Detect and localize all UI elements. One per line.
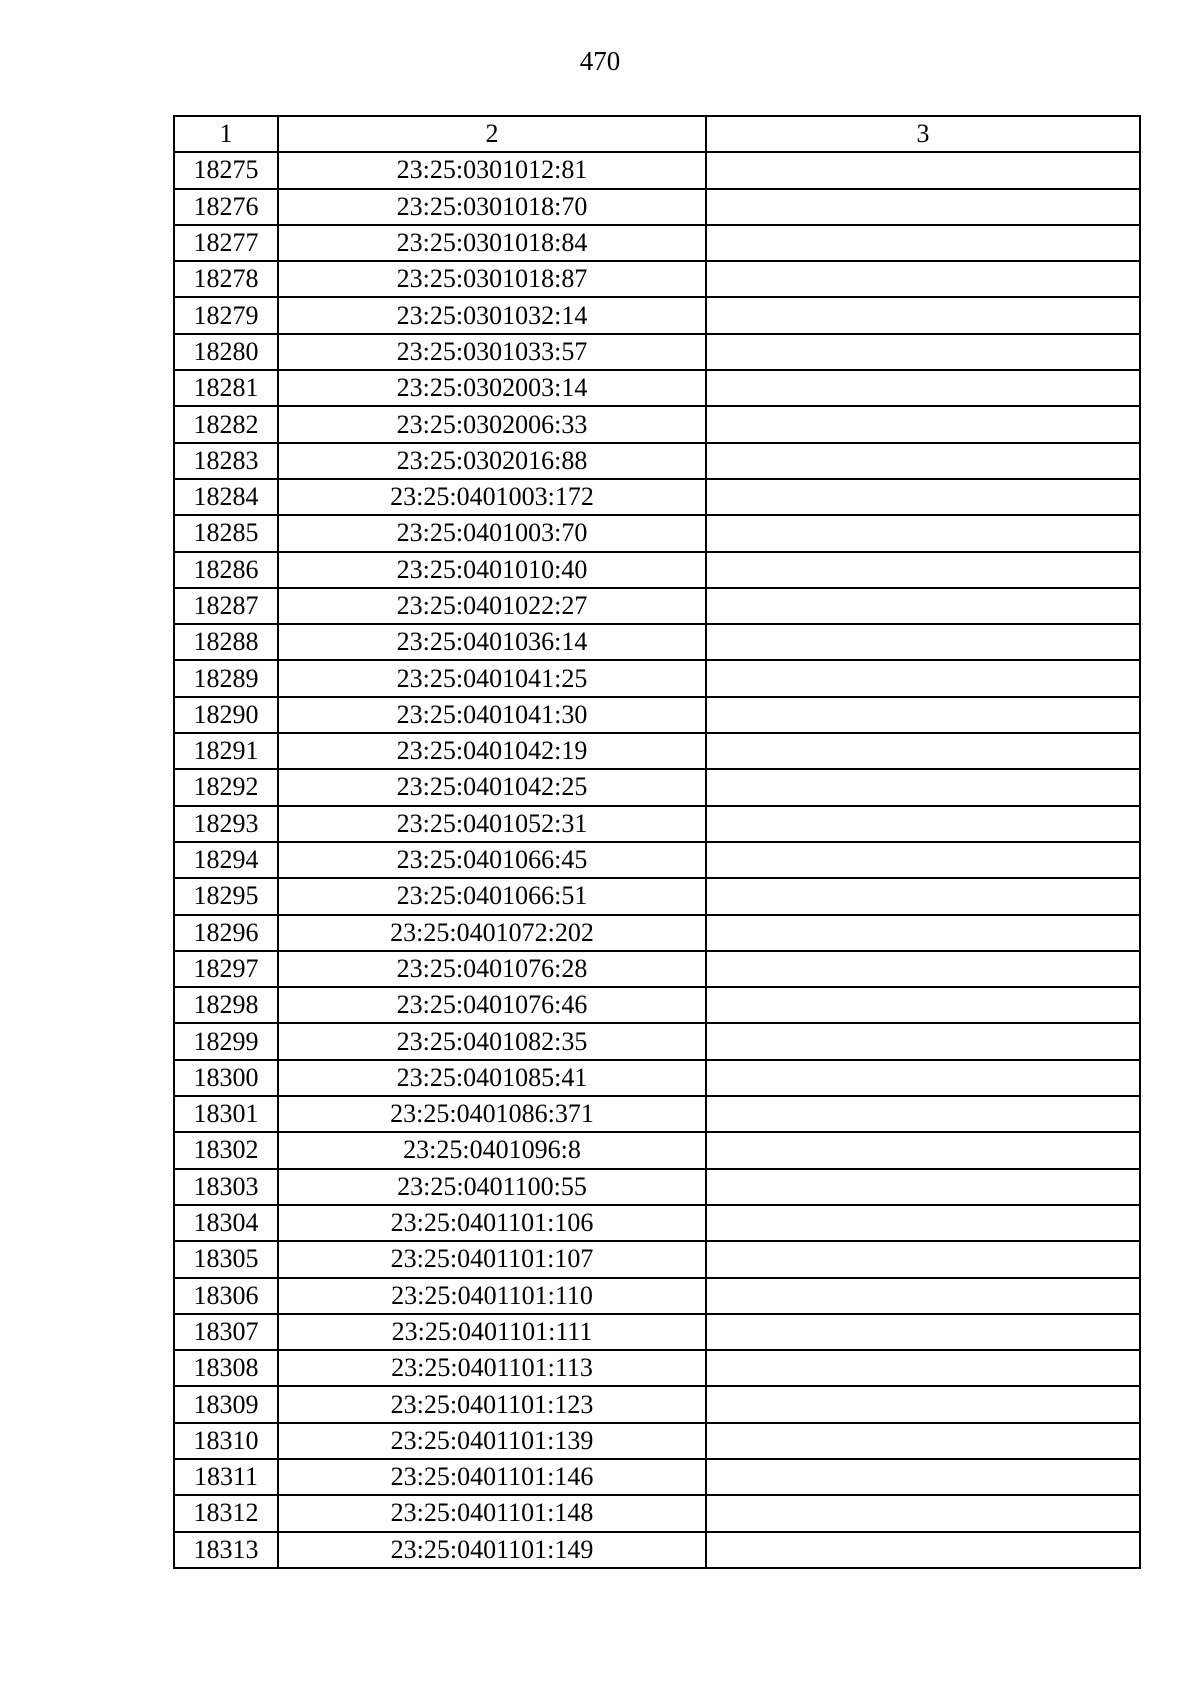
note-cell xyxy=(706,878,1140,914)
cadastral-number-cell: 23:25:0301033:57 xyxy=(278,334,706,370)
cadastral-number-cell: 23:25:0401041:25 xyxy=(278,660,706,696)
table-row xyxy=(174,588,1140,624)
note-cell xyxy=(706,1459,1140,1495)
row-number-cell: 18300 xyxy=(174,1060,278,1096)
cadastral-number-cell: 23:25:0401082:35 xyxy=(278,1023,706,1059)
table-row xyxy=(174,769,1140,805)
note-cell xyxy=(706,1205,1140,1241)
note-cell xyxy=(706,1314,1140,1350)
cadastral-number-cell: 23:25:0401010:40 xyxy=(278,552,706,588)
note-cell xyxy=(706,297,1140,333)
cadastral-number-cell: 23:25:0302003:14 xyxy=(278,370,706,406)
note-cell xyxy=(706,588,1140,624)
table-row xyxy=(174,406,1140,442)
note-cell xyxy=(706,733,1140,769)
row-number-cell: 18305 xyxy=(174,1241,278,1277)
cadastral-number-cell: 23:25:0401036:14 xyxy=(278,624,706,660)
table-row xyxy=(174,1386,1140,1422)
table-row xyxy=(174,915,1140,951)
table-row xyxy=(174,1314,1140,1350)
row-number-cell: 18307 xyxy=(174,1314,278,1350)
note-cell xyxy=(706,479,1140,515)
note-cell xyxy=(706,1096,1140,1132)
row-number-cell: 18295 xyxy=(174,878,278,914)
row-number-cell: 18298 xyxy=(174,987,278,1023)
cadastral-number-cell: 23:25:0401101:106 xyxy=(278,1205,706,1241)
note-cell xyxy=(706,951,1140,987)
cadastral-number-cell: 23:25:0401100:55 xyxy=(278,1169,706,1205)
header-row xyxy=(174,116,1140,152)
cadastral-number-cell: 23:25:0301032:14 xyxy=(278,297,706,333)
table-row xyxy=(174,152,1140,188)
table-row xyxy=(174,697,1140,733)
header-cell-2: 2 xyxy=(278,116,706,152)
note-cell xyxy=(706,1423,1140,1459)
row-number-cell: 18284 xyxy=(174,479,278,515)
table-row xyxy=(174,1060,1140,1096)
page-number: 470 xyxy=(579,46,621,76)
note-cell xyxy=(706,370,1140,406)
note-cell xyxy=(706,261,1140,297)
table-row xyxy=(174,951,1140,987)
table-row xyxy=(174,225,1140,261)
table-row xyxy=(174,1169,1140,1205)
cadastral-number-cell: 23:25:0401042:19 xyxy=(278,733,706,769)
table-row xyxy=(174,297,1140,333)
cadastral-number-cell: 23:25:0302016:88 xyxy=(278,443,706,479)
cadastral-number-cell: 23:25:0401042:25 xyxy=(278,769,706,805)
note-cell xyxy=(706,1350,1140,1386)
row-number-cell: 18313 xyxy=(174,1532,278,1568)
cadastral-number-cell: 23:25:0401022:27 xyxy=(278,588,706,624)
row-number-cell: 18296 xyxy=(174,915,278,951)
cadastral-number-cell: 23:25:0401076:46 xyxy=(278,987,706,1023)
note-cell xyxy=(706,660,1140,696)
table-row xyxy=(174,515,1140,551)
cadastral-number-cell: 23:25:0302006:33 xyxy=(278,406,706,442)
note-cell xyxy=(706,1495,1140,1531)
table-row xyxy=(174,370,1140,406)
cadastral-number-cell: 23:25:0301018:70 xyxy=(278,189,706,225)
note-cell xyxy=(706,697,1140,733)
cadastral-number-cell: 23:25:0401066:45 xyxy=(278,842,706,878)
row-number-cell: 18285 xyxy=(174,515,278,551)
table-row xyxy=(174,987,1140,1023)
cadastral-number-cell: 23:25:0401101:148 xyxy=(278,1495,706,1531)
table-row xyxy=(174,443,1140,479)
cadastral-number-cell: 23:25:0301012:81 xyxy=(278,152,706,188)
cadastral-number-cell: 23:25:0401041:30 xyxy=(278,697,706,733)
table-row xyxy=(174,878,1140,914)
cadastral-number-cell: 23:25:0401066:51 xyxy=(278,878,706,914)
table-row xyxy=(174,1023,1140,1059)
note-cell xyxy=(706,225,1140,261)
cadastral-number-cell: 23:25:0401101:146 xyxy=(278,1459,706,1495)
note-cell xyxy=(706,1132,1140,1168)
row-number-cell: 18283 xyxy=(174,443,278,479)
cadastral-number-cell: 23:25:0401085:41 xyxy=(278,1060,706,1096)
row-number-cell: 18309 xyxy=(174,1386,278,1422)
table-row xyxy=(174,733,1140,769)
row-number-cell: 18299 xyxy=(174,1023,278,1059)
cadastral-number-cell: 23:25:0401072:202 xyxy=(278,915,706,951)
header-cell-1: 1 xyxy=(174,116,278,152)
note-cell xyxy=(706,334,1140,370)
table-row xyxy=(174,660,1140,696)
cadastral-number-cell: 23:25:0401101:110 xyxy=(278,1278,706,1314)
note-cell xyxy=(706,1060,1140,1096)
row-number-cell: 18281 xyxy=(174,370,278,406)
table-row xyxy=(174,1459,1140,1495)
note-cell xyxy=(706,1386,1140,1422)
note-cell xyxy=(706,1169,1140,1205)
note-cell xyxy=(706,1278,1140,1314)
table-row xyxy=(174,1278,1140,1314)
row-number-cell: 18290 xyxy=(174,697,278,733)
row-number-cell: 18301 xyxy=(174,1096,278,1132)
cadastral-number-cell: 23:25:0301018:87 xyxy=(278,261,706,297)
registry-table xyxy=(173,115,1141,1569)
cadastral-number-cell: 23:25:0401101:139 xyxy=(278,1423,706,1459)
cadastral-number-cell: 23:25:0401076:28 xyxy=(278,951,706,987)
note-cell xyxy=(706,552,1140,588)
table-row xyxy=(174,1423,1140,1459)
cadastral-number-cell: 23:25:0401003:70 xyxy=(278,515,706,551)
table-row xyxy=(174,1096,1140,1132)
row-number-cell: 18278 xyxy=(174,261,278,297)
table-row xyxy=(174,1132,1140,1168)
note-cell xyxy=(706,189,1140,225)
row-number-cell: 18304 xyxy=(174,1205,278,1241)
cadastral-number-cell: 23:25:0401052:31 xyxy=(278,806,706,842)
table-row xyxy=(174,806,1140,842)
table-row xyxy=(174,261,1140,297)
row-number-cell: 18286 xyxy=(174,552,278,588)
row-number-cell: 18294 xyxy=(174,842,278,878)
table-row xyxy=(174,189,1140,225)
cadastral-number-cell: 23:25:0401096:8 xyxy=(278,1132,706,1168)
table-row xyxy=(174,334,1140,370)
cadastral-number-cell: 23:25:0401101:111 xyxy=(278,1314,706,1350)
cadastral-number-cell: 23:25:0401003:172 xyxy=(278,479,706,515)
row-number-cell: 18302 xyxy=(174,1132,278,1168)
row-number-cell: 18291 xyxy=(174,733,278,769)
row-number-cell: 18310 xyxy=(174,1423,278,1459)
row-number-cell: 18275 xyxy=(174,152,278,188)
row-number-cell: 18292 xyxy=(174,769,278,805)
row-number-cell: 18297 xyxy=(174,951,278,987)
cadastral-number-cell: 23:25:0401101:107 xyxy=(278,1241,706,1277)
note-cell xyxy=(706,842,1140,878)
row-number-cell: 18303 xyxy=(174,1169,278,1205)
row-number-cell: 18279 xyxy=(174,297,278,333)
note-cell xyxy=(706,443,1140,479)
note-cell xyxy=(706,769,1140,805)
row-number-cell: 18282 xyxy=(174,406,278,442)
table-row xyxy=(174,1495,1140,1531)
cadastral-number-cell: 23:25:0401101:123 xyxy=(278,1386,706,1422)
row-number-cell: 18289 xyxy=(174,660,278,696)
note-cell xyxy=(706,806,1140,842)
note-cell xyxy=(706,987,1140,1023)
note-cell xyxy=(706,152,1140,188)
note-cell xyxy=(706,1532,1140,1568)
note-cell xyxy=(706,1023,1140,1059)
row-number-cell: 18276 xyxy=(174,189,278,225)
table-body xyxy=(174,152,1140,1568)
note-cell xyxy=(706,915,1140,951)
row-number-cell: 18312 xyxy=(174,1495,278,1531)
note-cell xyxy=(706,624,1140,660)
row-number-cell: 18280 xyxy=(174,334,278,370)
row-number-cell: 18287 xyxy=(174,588,278,624)
note-cell xyxy=(706,515,1140,551)
row-number-cell: 18306 xyxy=(174,1278,278,1314)
note-cell xyxy=(706,406,1140,442)
header-cell-3: 3 xyxy=(706,116,1140,152)
table-row xyxy=(174,1350,1140,1386)
cadastral-number-cell: 23:25:0401101:149 xyxy=(278,1532,706,1568)
table-row xyxy=(174,552,1140,588)
note-cell xyxy=(706,1241,1140,1277)
table-row xyxy=(174,1532,1140,1568)
row-number-cell: 18308 xyxy=(174,1350,278,1386)
row-number-cell: 18288 xyxy=(174,624,278,660)
table-row xyxy=(174,479,1140,515)
table-row xyxy=(174,624,1140,660)
row-number-cell: 18277 xyxy=(174,225,278,261)
table-row xyxy=(174,1205,1140,1241)
cadastral-number-cell: 23:25:0301018:84 xyxy=(278,225,706,261)
cadastral-number-cell: 23:25:0401086:371 xyxy=(278,1096,706,1132)
row-number-cell: 18293 xyxy=(174,806,278,842)
table-row xyxy=(174,1241,1140,1277)
table-row xyxy=(174,842,1140,878)
table-header xyxy=(174,116,1140,152)
cadastral-number-cell: 23:25:0401101:113 xyxy=(278,1350,706,1386)
row-number-cell: 18311 xyxy=(174,1459,278,1495)
